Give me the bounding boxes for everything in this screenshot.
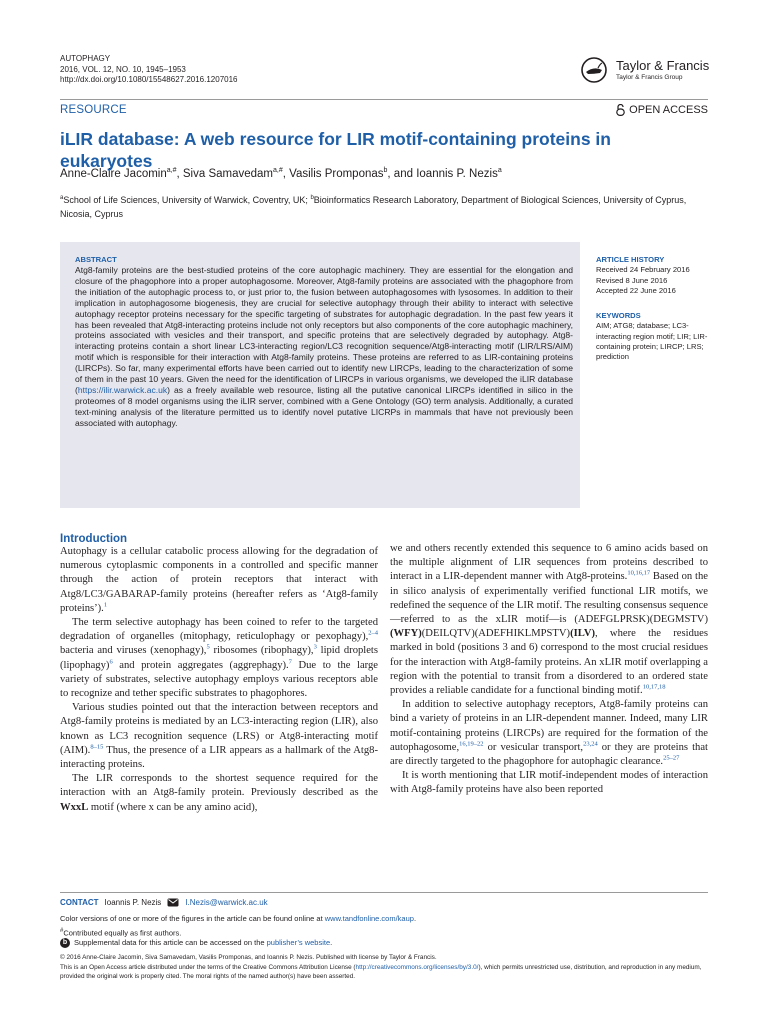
keywords [596,311,714,362]
text-run: Thus, the presence of a LIR appears as a hallmark of the Atg8-interacting proteins. [60,744,378,771]
supplemental-icon: b [60,938,70,948]
open-access-badge [616,104,708,116]
revised-date: Revised 8 June 2016 [596,275,668,285]
journal-doi-link[interactable]: http://dx.doi.org/10.1080/15548627.2016.1207016 [60,75,238,84]
journal-name: AUTOPHAGY [60,54,111,63]
author-sup: a,# [273,167,283,174]
text-run: ), which permits unrestricted use, distribution, and reproduction in any medium, provided the original work is properly cited. The moral rights of the named author(s) have been asserted. [60,964,702,980]
author-sep: , [176,167,183,180]
journal-volume: 2016, VOL. 12, NO. 10, 1945–1953 [60,64,186,74]
author-sup: b [383,167,388,174]
text-run: Due to the large variety of substrates, selective autophagy employs various receptors able to recognize and tether specific substrates to phagophores. [60,659,378,700]
footnote-sup: # [60,928,64,934]
citation[interactable]: 8–15 [90,743,104,751]
paragraph [390,542,708,698]
text-run: or vesicular transport, [483,741,584,753]
citation[interactable]: 16,19–22 [459,740,484,748]
article-type: RESOURCE [60,104,127,116]
tandfonline-link[interactable]: www.tandfonline.com/kaup [324,914,414,923]
publisher-website-link[interactable]: publisher’s website [266,938,331,947]
text-run: Autophagy is a cellular catabolic process allowing for the degradation of numerous cytoplasmic components in a controlled and specific manner through the action of protein receptors that interact with Atg8/LC3/GABARAP-family proteins (hereafter refers as ‘Atg8-family proteins’). [60,546,378,614]
text-run: motif (where x can be any amino acid), [88,801,258,813]
license-note [60,963,710,981]
paragraph [60,772,378,815]
text-run: we and others recently extended this sequence to 6 amino acids based on the multiple alignment of LIR sequences from proteins described to interact in a LIR-dependent manner with Atg8-proteins. [390,543,708,583]
text-run: The LIR corresponds to the shortest sequence required for the interaction with an Atg8-family protein. Previously described as the [60,773,378,799]
text-run: In addition to selective autophagy receptors, Atg8-family proteins can bind a variety of proteins in an LIR-dependent manner. Indeed, many LIR motif-containing proteins (LIRCPs) are required for the formation of the autophagosome, [390,699,708,753]
author-sup: a [497,167,502,174]
citation[interactable]: 6 [109,658,113,666]
contact-label: CONTACT [60,898,99,907]
author-name: Ioannis P. Nezis [416,167,498,180]
open-lock-icon [616,104,625,116]
intro-left-column [60,545,378,815]
author-sep: , [282,167,290,180]
publisher-logo[interactable] [578,56,708,88]
copyright-note: © 2016 Anne-Claire Jacomin, Siva Samavedam, Vasilis Promponas, and Ioannis P. Nezis. Published with license by Taylor & Francis. [60,954,437,961]
citation[interactable]: 3 [313,643,317,651]
envelope-icon [167,898,179,907]
equal-contribution-note [60,926,710,939]
author-name: Siva Samavedam [182,167,273,180]
text-run: and protein aggregates (aggrephagy). [112,659,289,671]
supplemental-note [60,938,710,948]
text-run: Supplemental data for this article can be accessed on the [74,938,267,947]
text-run: Contributed equally as first authors. [63,928,182,938]
taylor-francis-lamp-icon [578,56,610,84]
affiliation-b: Bioinformatics Research Laboratory, Department of Biological Sciences, University of Cyprus, Nicosia, Cyprus [60,195,687,219]
ilir-link[interactable]: https://ilir.warwick.ac.uk [77,384,168,395]
citation[interactable]: 10,16,17 [627,569,651,577]
author-sup: a,# [166,167,177,174]
text-run: . [413,914,417,923]
affil-sup: a [60,195,64,201]
article-history-heading: ARTICLE HISTORY [596,255,665,264]
text-run: ribosomes (ribophagy), [209,645,314,657]
cc-license-link[interactable]: http://creativecommons.org/licenses/by/3.0/ [355,964,479,971]
keywords-heading: KEYWORDS [596,311,641,320]
citation[interactable]: 23,24 [583,740,598,748]
intro-heading: Introduction [60,533,128,545]
color-note [60,914,710,924]
text-run: The term selective autophagy has been coined to refer to the targeted degradation of organelles (mitophagy, reticulophagy or pexophagy), [60,617,378,643]
citation[interactable]: 1 [103,601,108,609]
text-run: It is worth mentioning that LIR motif-independent modes of interaction with Atg8-family proteins have also been reported [390,770,708,796]
abstract-body: Atg8-family proteins are the best-studied proteins of the core autophagic machinery. They are essential for the elongation and closure of the phagophore into a proper autophagosome. Moreover, Atg8-family proteins are associated with the phagophore from the initiation of the autophagic process to, or just prior to, the fusion between autophagosomes with lysosomes. In addition to their implication in autophagosome biogenesis, they are crucial for selective autophagy through their ability to interact with selective autophagy receptor proteins necessary for the specific targeting of substrates for autophagic degradation. In the past few years it has been revealed that Atg8-interacting proteins include not only receptors but also components of the core autophagic machinery, proteins associated with vesicles and their transport, and specific proteins that are selectively degraded by autophagy. Atg8-interacting proteins contain a short linear LC3-interacting region/LC3 recognition sequence/Atg8-interacting motif (LIR/LRS/AIM) motif which is responsible for their interaction with Atg8-family proteins. These proteins are referred to as LIR-containing proteins (LIRCPs). So far, many experimental efforts have been carried out to identify new LIRCPs, leading to the characterization of some of them in the past 10 years. Given the need for the identification of LIRCPs in various organisms, we developed the iLIR database ( [75,265,573,395]
intro-right-column [390,542,708,798]
affiliation-a: School of Life Sciences, University of Warwick, Coventry, UK; [63,195,311,205]
text-run: , where the residues marked in bold (positions 3 and 6) correspond to the most crucial residues for the interaction with Atg8-family proteins. An xLIR motif overlapping a region with the potential to transit from a disordered to an ordered state provides a reliable candidate for a functional binding motif. [390,628,708,697]
author-list [60,167,502,180]
text-run: bacteria and viruses (xenophagy), [60,645,207,657]
affil-sup: b [310,195,314,201]
paragraph [390,698,708,769]
affiliations [60,192,710,221]
abstract-body-end: ) as a freely available web resource, listing all the putative canonical LIRCPs identified in silico in the proteomes of 8 model organisms using the iLIR server, combined with a Gene Ontology (GO) term analysis. Additionally, a curated text-mining analysis of the literature permitted us to identify novel putative LICRPs in mammals that have not previously been associated with autophagy. [75,384,573,428]
paragraph [60,616,378,701]
author-sep: , and [387,167,417,180]
article-title: iLIR database: A web resource for LIR motif-containing proteins in eukaryotes [60,129,611,171]
motif-bold: (ILV) [570,628,595,640]
citation[interactable]: 5 [206,643,210,651]
text-run: This is an Open Access article distributed under the terms of the Creative Commons Attribution License ( [60,964,356,971]
citation[interactable]: 7 [288,658,292,666]
publisher-name: Taylor & Francis [616,58,710,73]
abstract-text [75,265,573,429]
text-run: (DEILQTV)(ADEFHIKLMPSTV) [421,628,571,640]
article-history [596,255,714,296]
paragraph [60,701,378,772]
keywords-text: AIM; ATG8; database; LC3-interacting region motif; LIR; LIR-containing protein; LIRCP; LRS; prediction [596,321,708,362]
contact-line [60,898,268,907]
open-access-label: OPEN ACCESS [629,104,708,116]
accepted-date: Accepted 22 June 2016 [596,285,676,295]
publisher-group: Taylor & Francis Group [616,74,683,81]
paragraph [60,545,378,616]
author-name: Vasilis Promponas [289,167,384,180]
citation[interactable]: 10,17,18 [642,683,666,691]
text-run: or they are proteins that are directly targeted to the phagophore for autophagic clearance. [390,741,708,768]
text-run: . [330,938,333,947]
abstract-heading: ABSTRACT [75,255,117,264]
author-name: Anne-Claire Jacomin [60,167,167,180]
citation[interactable]: 2–4 [368,629,378,637]
citation[interactable]: 25–27 [663,754,680,762]
text-run: Various studies pointed out that the interaction between receptors and Atg8-family proteins is mediated by an LC3-interacting region (LIR), also known as LC3 recognition sequence (LRS) or Atg8-interacting motif (AIM). [60,702,378,756]
text-run: Color versions of one or more of the figures in the article can be found online at [60,914,325,923]
text-run: Based on the in silico analysis of experimentally verified functional LIR motifs, we redefined the sequence of the LIR motif. The resulting consensus sequence—referred to as the xLIR motif—is (ADEFGLPRSK)(DEGMSTV) [390,571,708,626]
header-divider [60,99,708,100]
received-date: Received 24 February 2016 [596,265,690,275]
contact-email[interactable]: I.Nezis@warwick.ac.uk [185,898,268,907]
wxxl-motif: WxxL [60,801,89,813]
journal-info [60,54,238,86]
text-run: lipid droplets (lipophagy) [60,645,378,671]
contact-name: Ioannis P. Nezis [104,898,162,907]
footer-divider [60,892,708,893]
paragraph [390,769,708,797]
motif-bold: (WFY) [390,628,422,640]
